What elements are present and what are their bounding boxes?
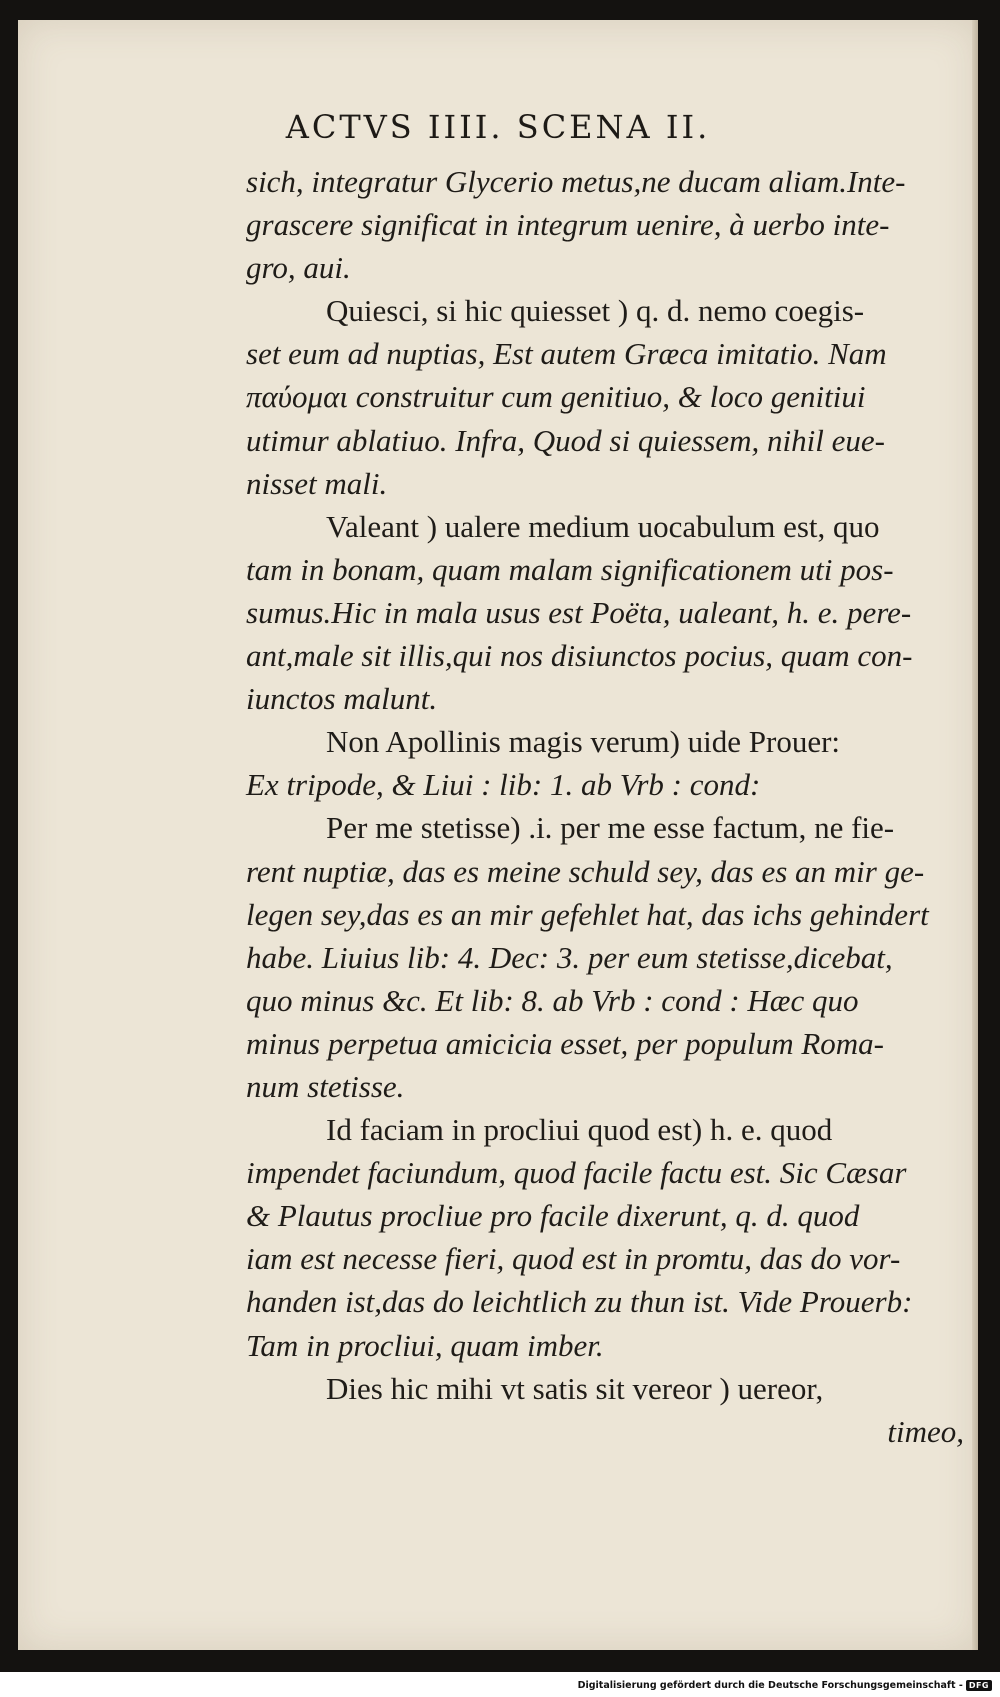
text-line: nisset mali. [246,465,388,501]
footer-credit [578,1680,992,1691]
text-line: Per me stetisse) .i. per me esse factum, ne fie- [326,810,895,846]
text-line: Quiesci, si hic quiesset ) q. d. nemo coegis- [326,293,865,329]
text-line: minus perpetua amicicia esset, per populum Roma- [246,1025,884,1061]
text-line: timeo, [887,1413,964,1449]
footer-credit-text: Digitalisierung gefördert durch die Deutsche Forschungsgemeinschaft - [577,1680,963,1691]
dfg-logo: DFG [966,1680,992,1691]
text-line: set eum ad nuptias, Est autem Græca imitatio. Nam [246,336,887,372]
page-header: ACTVS IIII. SCENA II. [285,108,711,146]
text-line: grascere significat in integrum uenire, à uerbo inte- [246,207,890,243]
page-edge [972,20,978,1650]
text-line: habe. Liuius lib: 4. Dec: 3. per eum stetisse,dicebat, [246,939,893,975]
text-line: sumus.Hic in mala usus est Poëta, ualeant, h. e. pere- [246,594,912,630]
text-line: sich, integratur Glycerio metus,ne ducam aliam.Inte- [246,164,906,199]
text-line: Tam in procliui, quam imber. [246,1327,604,1363]
text-line: iam est necesse fieri, quod est in promtu, das do vor- [246,1241,901,1277]
text-line: & Plautus procliue pro facile dixerunt, q. d. quod [246,1198,860,1234]
text-line: Id faciam in procliui quod est) h. e. quod [326,1112,833,1148]
text-line: rent nuptiæ, das es meine schuld sey, das es an mir ge- [246,853,925,889]
text-line: legen sey,das es an mir gefehlet hat, das ichs gehindert [246,896,929,932]
text-line: quo minus &c. Et lib: 8. ab Vrb : cond : Hæc quo [246,982,859,1018]
text-line: Dies hic mihi vt satis sit vereor ) uereor, [326,1370,824,1406]
text-line: Non Apollinis magis verum) uide Prouer: [326,724,841,760]
text-line: ant,male sit illis,qui nos disiunctos pocius, quam con- [246,638,913,674]
book-page [18,20,978,1650]
text-line: tam in bonam, quam malam significationem uti pos- [246,551,894,587]
text-line: Valeant ) ualere medium uocabulum est, quo [326,508,880,544]
text-line: iunctos malunt. [246,681,438,717]
text-line: impendet faciundum, quod facile factu est. Sic Cæsar [246,1155,907,1191]
text-line: παύομαι construitur cum genitiuo, & loco genitiui [246,379,866,415]
text-line: num stetisse. [246,1068,405,1104]
text-line: Ex tripode, & Liui : lib: 1. ab Vrb : cond: [246,767,761,803]
commentary-text [246,160,966,1453]
text-line: gro, aui. [246,250,351,286]
text-line: handen ist,das do leichtlich zu thun ist. Vide Prouerb: [246,1284,913,1320]
text-line: utimur ablatiuo. Infra, Quod si quiessem, nihil eue- [246,422,885,458]
